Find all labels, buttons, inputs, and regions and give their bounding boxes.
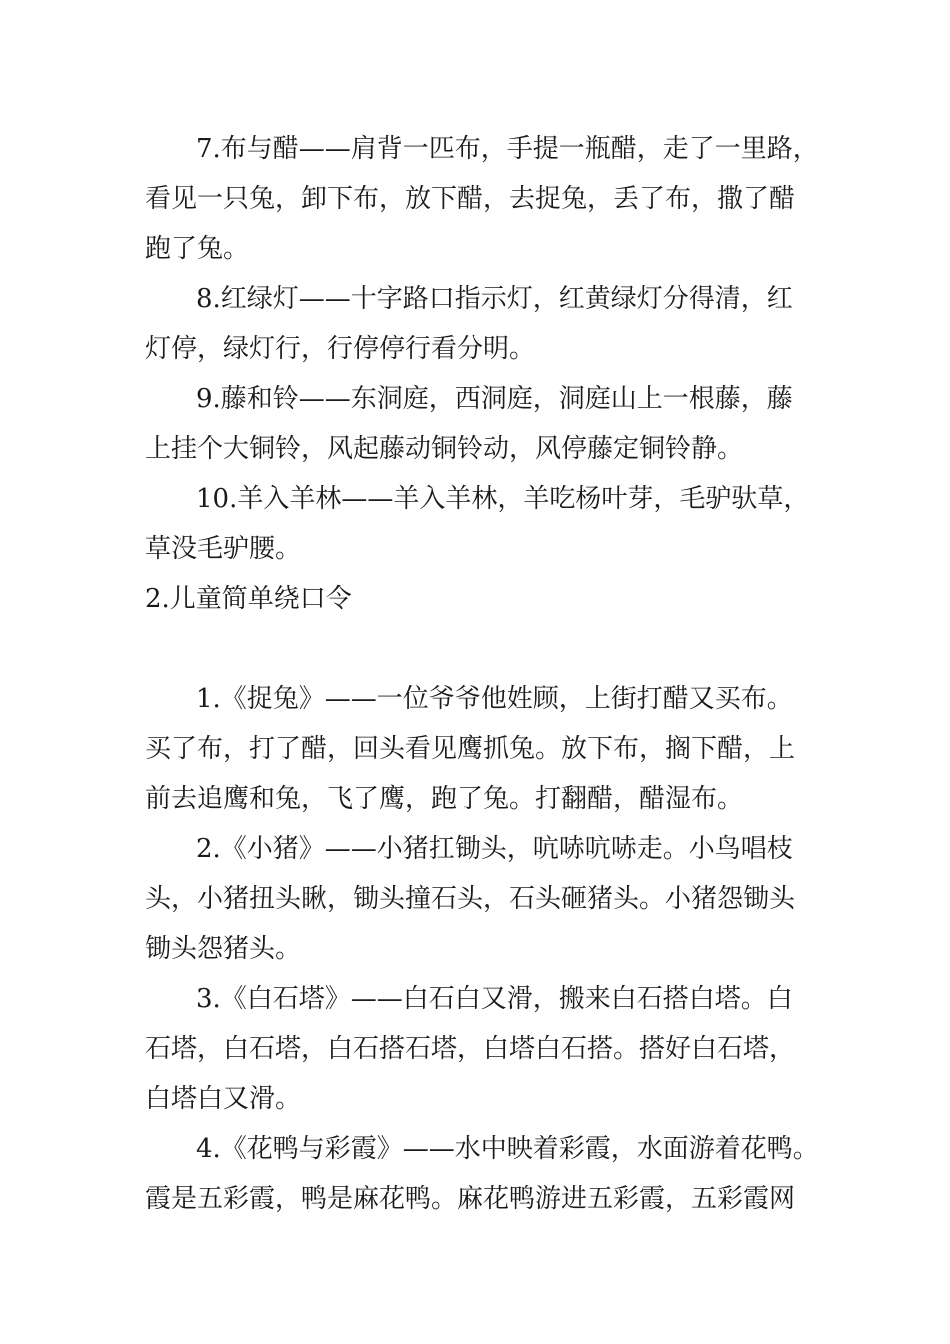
text-line: 买了布，打了醋，回头看见鹰抓兔。放下布，搁下醋，上	[145, 734, 796, 764]
text-line: 草没毛驴腰。	[145, 534, 302, 564]
section-heading: 2.儿童简单绕口令	[145, 584, 352, 614]
text-line: 3.《白石塔》——白石白又滑，搬来白石搭白塔。白	[196, 984, 793, 1014]
text-line: 霞是五彩霞，鸭是麻花鸭。麻花鸭游进五彩霞，五彩霞网	[145, 1184, 796, 1214]
text-line: 石塔，白石塔，白石搭石塔，白塔白石搭。搭好白石塔，	[145, 1034, 796, 1064]
text-line: 前去追鹰和兔，飞了鹰，跑了兔。打翻醋，醋湿布。	[145, 784, 744, 814]
text-line: 跑了兔。	[145, 234, 250, 264]
text-line: 8.红绿灯——十字路口指示灯，红黄绿灯分得清，红	[196, 284, 793, 314]
text-line: 10.羊入羊林——羊入羊林，羊吃杨叶芽，毛驴驮草，	[196, 484, 810, 514]
text-line: 看见一只兔，卸下布，放下醋，去捉兔，丢了布，撒了醋	[145, 184, 796, 214]
text-line: 7.布与醋——肩背一匹布，手提一瓶醋，走了一里路，	[196, 134, 819, 164]
text-line: 灯停，绿灯行，行停停行看分明。	[145, 334, 536, 364]
text-line: 9.藤和铃——东洞庭，西洞庭，洞庭山上一根藤，藤	[196, 384, 793, 414]
text-line: 上挂个大铜铃，风起藤动铜铃动，风停藤定铜铃静。	[145, 434, 744, 464]
text-line: 白塔白又滑。	[145, 1084, 302, 1114]
text-line: 锄头怨猪头。	[145, 934, 302, 964]
text-line: 1.《捉兔》——一位爷爷他姓顾，上街打醋又买布。	[196, 684, 793, 714]
text-line: 4.《花鸭与彩霞》——水中映着彩霞，水面游着花鸭。	[196, 1134, 819, 1164]
text-line: 2.《小猪》——小猪扛锄头，吭哧吭哧走。小鸟唱枝	[196, 834, 793, 864]
text-line: 头，小猪扭头瞅，锄头撞石头，石头砸猪头。小猪怨锄头	[145, 884, 796, 914]
